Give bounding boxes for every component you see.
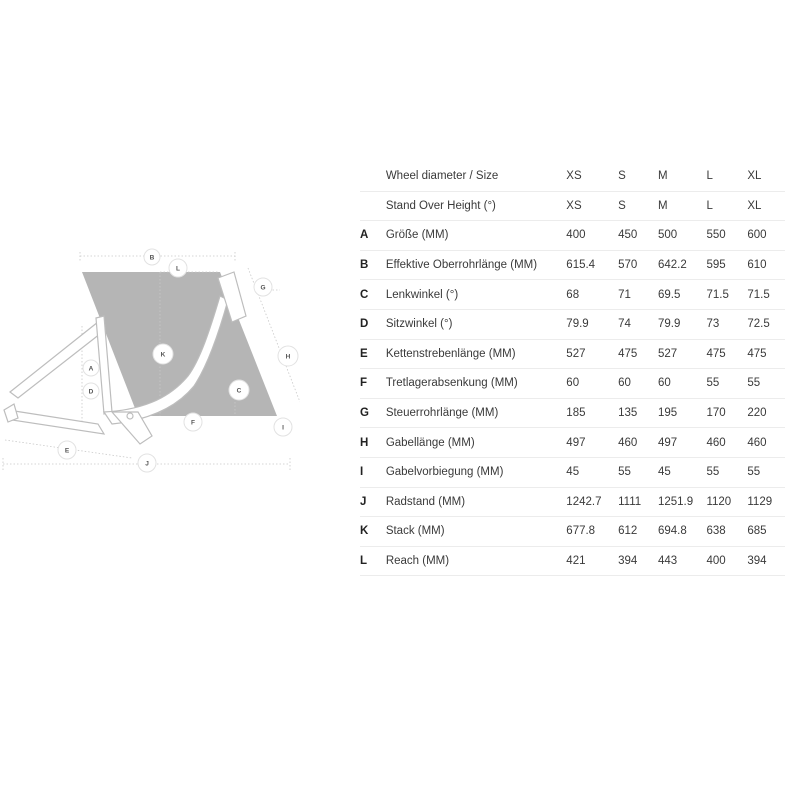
cell-s: 394 xyxy=(618,546,658,576)
cell-s: 60 xyxy=(618,369,658,399)
svg-text:H: H xyxy=(285,353,291,361)
row-label: Wheel diameter / Size xyxy=(386,162,566,191)
row-label: Sitzwinkel (°) xyxy=(386,309,566,339)
row-key: A xyxy=(360,221,386,251)
row-key: K xyxy=(360,517,386,547)
row-key: G xyxy=(360,398,386,428)
cell-xl: 460 xyxy=(747,428,785,458)
cell-m: 694.8 xyxy=(658,517,706,547)
cell-xs: XS xyxy=(566,191,618,221)
cell-xl: 600 xyxy=(747,221,785,251)
table-row xyxy=(360,221,785,251)
cell-xs: 677.8 xyxy=(566,517,618,547)
row-key: J xyxy=(360,487,386,517)
cell-xl: 55 xyxy=(747,369,785,399)
marker-j xyxy=(138,454,156,472)
cell-s: 475 xyxy=(618,339,658,369)
cell-m: 60 xyxy=(658,369,706,399)
row-label: Reach (MM) xyxy=(386,546,566,576)
table-row xyxy=(360,339,785,369)
table-header-row xyxy=(360,191,785,221)
cell-s: 74 xyxy=(618,309,658,339)
row-key: L xyxy=(360,546,386,576)
cell-m: 443 xyxy=(658,546,706,576)
cell-xs: XS xyxy=(566,162,618,191)
geometry-table xyxy=(360,162,785,576)
cell-s: 450 xyxy=(618,221,658,251)
row-label: Gabellänge (MM) xyxy=(386,428,566,458)
cell-s: S xyxy=(618,191,658,221)
row-label: Tretlagerabsenkung (MM) xyxy=(386,369,566,399)
cell-xs: 497 xyxy=(566,428,618,458)
table-row xyxy=(360,280,785,310)
marker-e xyxy=(58,441,76,459)
table-row xyxy=(360,517,785,547)
row-label: Radstand (MM) xyxy=(386,487,566,517)
table-row xyxy=(360,369,785,399)
svg-text:A: A xyxy=(88,365,94,373)
cell-xl: 220 xyxy=(747,398,785,428)
marker-b xyxy=(144,249,160,265)
cell-l: L xyxy=(706,191,747,221)
cell-m: 497 xyxy=(658,428,706,458)
row-key: F xyxy=(360,369,386,399)
cell-l: 638 xyxy=(706,517,747,547)
cell-l: 170 xyxy=(706,398,747,428)
row-key xyxy=(360,191,386,221)
cell-s: 71 xyxy=(618,280,658,310)
cell-m: M xyxy=(658,162,706,191)
row-label: Stand Over Height (°) xyxy=(386,191,566,221)
cell-l: 460 xyxy=(706,428,747,458)
cell-xs: 421 xyxy=(566,546,618,576)
cell-s: 570 xyxy=(618,250,658,280)
table-row xyxy=(360,457,785,487)
cell-xl: XL xyxy=(747,162,785,191)
cell-xs: 60 xyxy=(566,369,618,399)
row-label: Steuerrohrlänge (MM) xyxy=(386,398,566,428)
cell-xs: 79.9 xyxy=(566,309,618,339)
cell-xs: 45 xyxy=(566,457,618,487)
cell-xs: 1242.7 xyxy=(566,487,618,517)
svg-text:B: B xyxy=(149,254,155,262)
cell-xl: 71.5 xyxy=(747,280,785,310)
cell-m: 79.9 xyxy=(658,309,706,339)
cell-l: 73 xyxy=(706,309,747,339)
svg-text:E: E xyxy=(64,447,70,455)
row-label: Stack (MM) xyxy=(386,517,566,547)
cell-xl: 610 xyxy=(747,250,785,280)
cell-xl: 475 xyxy=(747,339,785,369)
row-key: H xyxy=(360,428,386,458)
svg-text:K: K xyxy=(160,351,166,359)
cell-xs: 527 xyxy=(566,339,618,369)
cell-m: 69.5 xyxy=(658,280,706,310)
marker-g xyxy=(254,278,272,296)
row-key xyxy=(360,162,386,191)
cell-l: 55 xyxy=(706,457,747,487)
cell-m: 45 xyxy=(658,457,706,487)
cell-xl: 394 xyxy=(747,546,785,576)
row-key: C xyxy=(360,280,386,310)
cell-xs: 68 xyxy=(566,280,618,310)
cell-l: 550 xyxy=(706,221,747,251)
table-row xyxy=(360,546,785,576)
row-label: Kettenstrebenlänge (MM) xyxy=(386,339,566,369)
marker-k xyxy=(153,344,173,364)
row-key: E xyxy=(360,339,386,369)
row-label: Größe (MM) xyxy=(386,221,566,251)
marker-h xyxy=(278,346,298,366)
row-label: Effektive Oberrohrlänge (MM) xyxy=(386,250,566,280)
cell-l: 1120 xyxy=(706,487,747,517)
frame-geometry-diagram xyxy=(0,240,300,480)
cell-m: M xyxy=(658,191,706,221)
cell-xs: 615.4 xyxy=(566,250,618,280)
cell-m: 195 xyxy=(658,398,706,428)
svg-text:G: G xyxy=(260,284,266,292)
cell-xs: 185 xyxy=(566,398,618,428)
cell-l: 55 xyxy=(706,369,747,399)
svg-text:D: D xyxy=(88,388,94,396)
cell-s: S xyxy=(618,162,658,191)
svg-text:C: C xyxy=(236,387,242,395)
table-row xyxy=(360,250,785,280)
svg-text:L: L xyxy=(176,265,180,273)
cell-xl: 72.5 xyxy=(747,309,785,339)
cell-m: 500 xyxy=(658,221,706,251)
marker-f xyxy=(184,413,202,431)
marker-a xyxy=(83,360,99,376)
cell-xs: 400 xyxy=(566,221,618,251)
cell-s: 612 xyxy=(618,517,658,547)
svg-text:F: F xyxy=(191,419,195,427)
cell-xl: 685 xyxy=(747,517,785,547)
table-row xyxy=(360,487,785,517)
cell-s: 460 xyxy=(618,428,658,458)
cell-l: 400 xyxy=(706,546,747,576)
cell-m: 1251.9 xyxy=(658,487,706,517)
cell-s: 135 xyxy=(618,398,658,428)
table-header-row xyxy=(360,162,785,191)
svg-text:I: I xyxy=(282,424,284,432)
cell-m: 527 xyxy=(658,339,706,369)
svg-text:J: J xyxy=(145,460,149,468)
cell-l: 595 xyxy=(706,250,747,280)
marker-i xyxy=(274,418,292,436)
cell-l: 475 xyxy=(706,339,747,369)
marker-c xyxy=(229,380,249,400)
row-label: Lenkwinkel (°) xyxy=(386,280,566,310)
cell-m: 642.2 xyxy=(658,250,706,280)
row-key: D xyxy=(360,309,386,339)
marker-l xyxy=(169,259,187,277)
cell-l: 71.5 xyxy=(706,280,747,310)
cell-s: 55 xyxy=(618,457,658,487)
cell-s: 1111 xyxy=(618,487,658,517)
cell-xl: 1129 xyxy=(747,487,785,517)
table-row xyxy=(360,309,785,339)
table-row xyxy=(360,428,785,458)
row-label: Gabelvorbiegung (MM) xyxy=(386,457,566,487)
cell-xl: XL xyxy=(747,191,785,221)
row-key: B xyxy=(360,250,386,280)
marker-d xyxy=(83,383,99,399)
cell-xl: 55 xyxy=(747,457,785,487)
row-key: I xyxy=(360,457,386,487)
cell-l: L xyxy=(706,162,747,191)
table-row xyxy=(360,398,785,428)
